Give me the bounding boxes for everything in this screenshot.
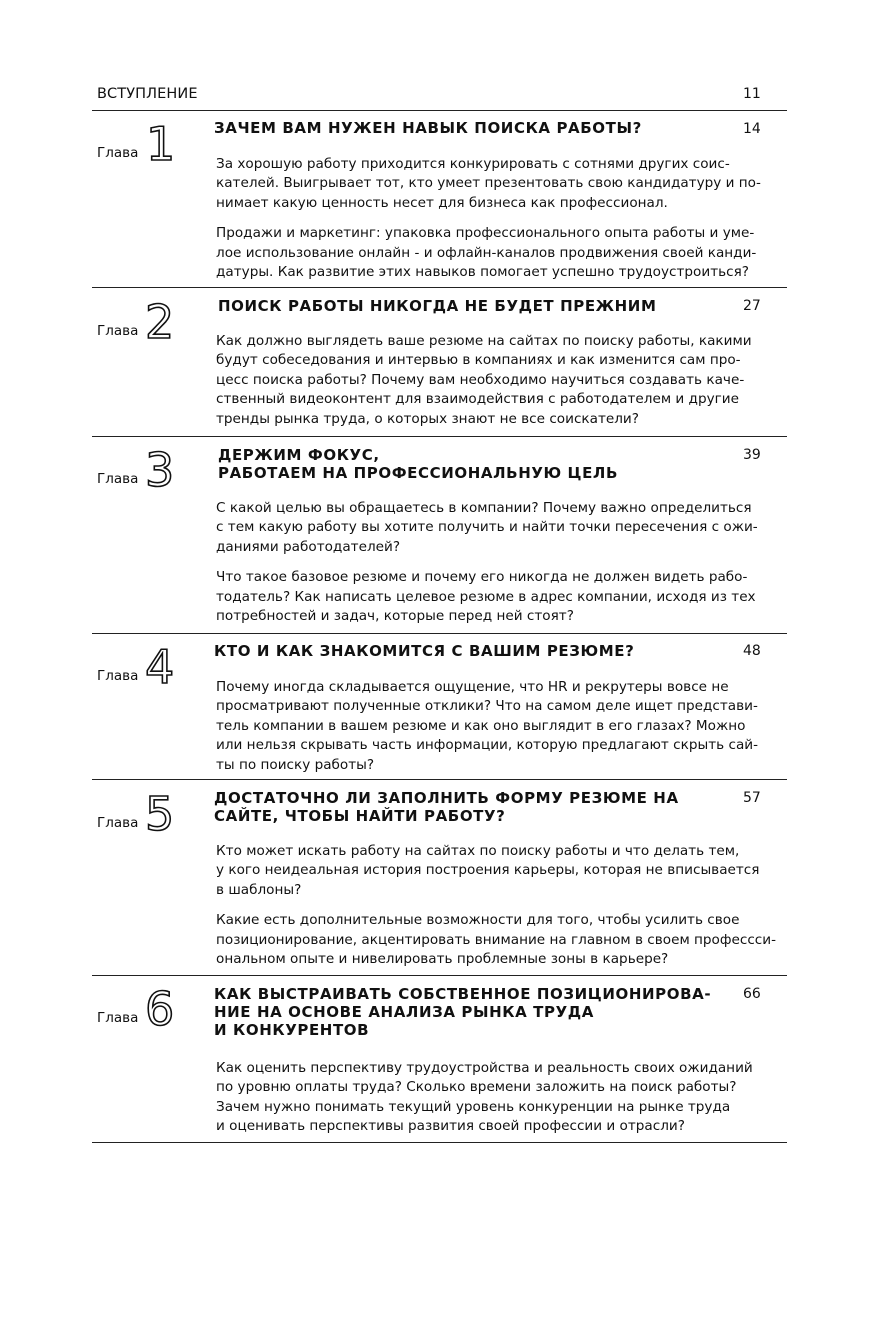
chapter-2-number-glyph xyxy=(144,295,175,349)
chapter-6-label: Глава 6 xyxy=(97,982,175,1036)
chapter-4-number-glyph xyxy=(144,640,175,694)
chapter-1-paragraph-2: Продажи и маркетинг: упаковка профессионального опыта работы и уме- лое использование онлайн - и офлайн-каналов продвижения своей канди- датуры. Как развитие этих навыков помогает успешно трудоустроиться? xyxy=(216,225,757,281)
intro-page-number: 11 xyxy=(743,86,761,102)
chapter-6-title: КАК ВЫСТРАИВАТЬ СОБСТВЕННОЕ ПОЗИЦИОНИРОВА- НИЕ НА ОСНОВЕ АНАЛИЗА РЫНКА ТРУДА И КОНКУРЕНТОВ xyxy=(214,985,712,1039)
toc-chapter-4[interactable] xyxy=(92,634,787,780)
chapter-3-description xyxy=(216,499,758,626)
chapter-5-number-glyph xyxy=(144,787,175,841)
chapter-2-title: ПОИСК РАБОТЫ НИКОГДА НЕ БУДЕТ ПРЕЖНИМ xyxy=(218,297,657,315)
toc-chapter-1[interactable] xyxy=(92,111,787,288)
chapter-5-page-number: 57 xyxy=(743,790,761,806)
chapter-2-label: Глава 2 xyxy=(97,295,175,349)
chapter-6-number-glyph xyxy=(144,982,175,1036)
chapter-3-page-number: 39 xyxy=(743,447,761,463)
chapter-3-title: ДЕРЖИМ ФОКУС, РАБОТАЕМ НА ПРОФЕССИОНАЛЬНУЮ ЦЕЛЬ xyxy=(218,446,619,482)
toc-chapter-2[interactable] xyxy=(92,288,787,437)
chapter-4-description xyxy=(216,678,759,775)
chapter-6-description xyxy=(216,1059,753,1137)
chapter-5-paragraph-2: Какие есть дополнительные возможности для того, чтобы усилить свое позиционирование, акцентировать внимание на главном в своем профессси- ональном опыте и нивелировать проблемные зоны в карьере? xyxy=(216,912,777,968)
chapter-2-page-number: 27 xyxy=(743,298,761,314)
chapter-6-paragraph-1: Как оценить перспективу трудоустройства и реальность своих ожиданий по уровню оплаты труда? Сколько времени заложить на поиск работы? Зачем нужно понимать текущий уровень конкуренции на рынке труда и оценивать перспективы развития своей профессии и отрасли? xyxy=(216,1060,753,1135)
chapter-6-page-number: 66 xyxy=(743,986,761,1002)
svg-text:5: 5 xyxy=(145,787,175,841)
chapter-2-description xyxy=(216,332,752,429)
chapter-1-page-number: 14 xyxy=(743,121,761,137)
chapter-3-label: Глава 3 xyxy=(97,443,175,497)
svg-text:3: 3 xyxy=(145,443,175,497)
chapter-1-number-glyph xyxy=(144,117,176,171)
chapter-5-description xyxy=(216,842,777,969)
chapter-5-paragraph-1: Кто может искать работу на сайтах по поиску работы и что делать тем, у кого неидеальная история построения карьеры, которая не вписывается в шаблоны? xyxy=(216,843,760,898)
toc-chapter-3[interactable] xyxy=(92,437,787,634)
table-of-contents xyxy=(92,84,787,1143)
chapter-1-paragraph-1: За хорошую работу приходится конкурировать с сотнями других соис- кателей. Выигрывает тот, кто умеет презентовать свою кандидатуру и по- нимает какую ценность несет для бизнеса как профессионал. xyxy=(216,156,761,211)
chapter-word: Глава xyxy=(97,145,139,161)
svg-text:4: 4 xyxy=(145,640,175,694)
chapter-1-title: ЗАЧЕМ ВАМ НУЖЕН НАВЫК ПОИСКА РАБОТЫ? xyxy=(214,119,642,137)
svg-text:2: 2 xyxy=(145,295,175,349)
chapter-1-label xyxy=(97,117,176,171)
chapter-3-paragraph-2: Что такое базовое резюме и почему его никогда не должен видеть рабо- тодатель? Как написать целевое резюме в адрес компании, исходя из тех потребностей и задач, которые перед ней стоят? xyxy=(216,569,756,625)
svg-text:6: 6 xyxy=(145,982,175,1036)
chapter-2-paragraph-1: Как должно выглядеть ваше резюме на сайтах по поиску работы, какими будут собеседования и интервью в компаниях и как изменится сам про- цесс поиска работы? Почему вам необходимо научиться создавать каче- ственный видеоконтент для взаимодействия с работодателем и другие тренды рынка труда, о которых знают не все соискатели? xyxy=(216,333,752,427)
chapter-4-title: КТО И КАК ЗНАКОМИТСЯ С ВАШИМ РЕЗЮМЕ? xyxy=(214,642,635,660)
chapter-1-description xyxy=(216,155,761,282)
chapter-4-paragraph-1: Почему иногда складывается ощущение, что HR и рекрутеры вовсе не просматривают полученные отклики? Что на самом деле ищет представи- тель компании в вашем резюме и как оно выглядит в его глазах? Можно или нельзя скрывать часть информации, которую предлагают скрыть сай- ты по поиску работы? xyxy=(216,679,759,773)
toc-intro-row[interactable] xyxy=(92,84,787,111)
toc-chapter-5[interactable] xyxy=(92,780,787,976)
intro-label: ВСТУПЛЕНИЕ xyxy=(97,86,198,102)
svg-text:1: 1 xyxy=(146,117,176,171)
chapter-3-number-glyph xyxy=(144,443,175,497)
chapter-4-label: Глава 4 xyxy=(97,640,175,694)
chapter-5-label: Глава 5 xyxy=(97,787,175,841)
chapter-4-page-number: 48 xyxy=(743,643,761,659)
toc-chapter-6[interactable] xyxy=(92,976,787,1143)
chapter-3-paragraph-1: С какой целью вы обращаетесь в компании? Почему важно определиться с тем какую работу вы хотите получить и найти точки пересечения с ожи- даниями работодателей? xyxy=(216,500,758,555)
chapter-5-title: ДОСТАТОЧНО ЛИ ЗАПОЛНИТЬ ФОРМУ РЕЗЮМЕ НА САЙТЕ, ЧТОБЫ НАЙТИ РАБОТУ? xyxy=(214,789,679,825)
